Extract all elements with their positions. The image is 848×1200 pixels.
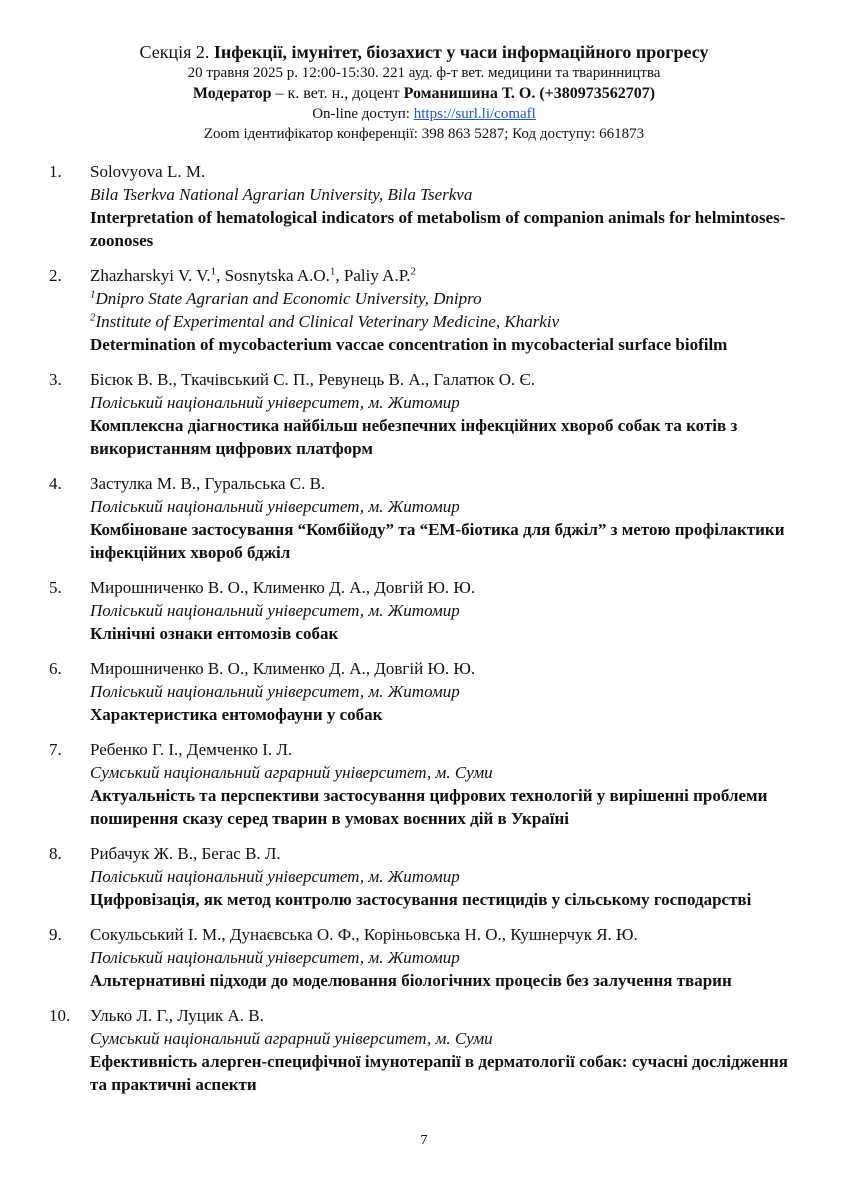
item-affiliation: Поліський національний університет, м. Житомир	[90, 393, 460, 412]
item-title: Актуальність та перспективи застосування цифрових технологій у вирішенні проблеми поширення сказу серед тварин в умовах воєнних дій в Україні	[90, 786, 768, 828]
item-number: 4.	[49, 474, 62, 493]
item-body	[90, 264, 798, 356]
list-item	[0, 368, 848, 460]
item-affiliation: Поліський національний університет, м. Житомир	[90, 948, 460, 967]
moderator-line	[0, 83, 848, 104]
item-authors: Бісюк В. В., Ткачівський С. П., Ревунець В. А., Галатюк О. Є.	[90, 370, 535, 389]
item-affiliation: Bila Tserkva National Agrarian University, Bila Tserkva	[90, 185, 473, 204]
item-body	[90, 368, 798, 460]
item-number: 5.	[49, 578, 62, 597]
section-heading	[0, 41, 848, 63]
section-prefix: Секція 2.	[139, 42, 214, 62]
section-title: Інфекції, імунітет, біозахист у часи інформаційного прогресу	[213, 42, 709, 62]
item-authors: Застулка М. В., Гуральська С. В.	[90, 474, 326, 493]
moderator-role: – к. вет. н., доцент	[271, 85, 404, 102]
item-authors: Zhazharskyi V. V.$^1$, Sosnytska A.O.$^1$, Paliy A.P.$^2$	[90, 265, 417, 285]
item-authors: Ребенко Г. І., Демченко І. Л.	[90, 740, 293, 759]
online-label: On-line доступ:	[312, 106, 414, 122]
item-body	[90, 738, 798, 830]
item-body	[90, 160, 798, 252]
item-title: Характеристика ентомофауни у собак	[90, 705, 383, 724]
item-authors: Мирошниченко В. О., Клименко Д. А., Довгій Ю. Ю.	[90, 578, 476, 597]
item-title: Клінічні ознаки ентомозів собак	[90, 624, 339, 643]
item-affiliation: Сумський національний аграрний університет, м. Суми	[90, 763, 493, 782]
item-title: Determination of mycobacterium vaccae concentration in mycobacterial surface biofilm	[90, 335, 728, 354]
item-title: Цифровізація, як метод контролю застосування пестицидів у сільському господарстві	[90, 890, 752, 909]
item-affiliation: Поліський національний університет, м. Житомир	[90, 867, 460, 886]
online-access-line	[0, 104, 848, 124]
item-title: Interpretation of hematological indicators of metabolism of companion animals for helmintoses-zoonoses	[90, 208, 786, 250]
item-authors: Сокульський І. М., Дунаєвська О. Ф., Коріньовська Н. О., Кушнерчук Я. Ю.	[90, 925, 638, 944]
list-item	[0, 264, 848, 356]
item-number: 10.	[49, 1006, 71, 1025]
item-affiliation: Поліський національний університет, м. Житомир	[90, 682, 460, 701]
online-link[interactable]: https://surl.li/comafl	[413, 106, 536, 122]
item-affiliation: Поліський національний університет, м. Житомир	[90, 601, 460, 620]
item-body	[90, 576, 798, 645]
item-number: 8.	[49, 844, 62, 863]
item-affiliation: $^1$Dnipro State Agrarian and Economic University, Dnipro	[90, 288, 482, 308]
item-body	[90, 923, 798, 992]
list-item	[0, 923, 848, 992]
item-number: 1.	[49, 162, 62, 181]
item-number: 3.	[49, 370, 62, 389]
item-title: Комплексна діагностика найбільш небезпечних інфекційних хвороб собак та котів з використанням цифрових платформ	[90, 416, 738, 458]
item-authors: Solovyova L. M.	[90, 162, 206, 181]
list-item	[0, 472, 848, 564]
list-item	[0, 160, 848, 252]
item-authors: Рибачук Ж. В., Бегас В. Л.	[90, 844, 281, 863]
page-number: 7	[420, 1133, 428, 1148]
item-body	[90, 842, 798, 911]
list-item	[0, 657, 848, 726]
section-header	[0, 41, 848, 144]
list-item	[0, 576, 848, 645]
list-item	[0, 1004, 848, 1096]
moderator-name: Романишина Т. О. (+380973562707)	[403, 85, 656, 102]
item-title: Комбіноване застосування “Комбійоду” та “ЕМ-біотика для бджіл” з метою профілактики інфекційних хвороб бджіл	[90, 520, 785, 562]
item-body	[90, 657, 798, 726]
item-affiliation: Поліський національний університет, м. Житомир	[90, 497, 460, 516]
item-title: Альтернативні підходи до моделювання біологічних процесів без залучення тварин	[90, 971, 732, 990]
list-item	[0, 842, 848, 911]
item-number: 7.	[49, 740, 62, 759]
item-authors: Улько Л. Г., Луцик А. В.	[90, 1006, 264, 1025]
item-number: 2.	[49, 266, 62, 285]
item-number: 6.	[49, 659, 62, 678]
item-number: 9.	[49, 925, 62, 944]
list-item	[0, 738, 848, 830]
moderator-label: Модератор	[192, 85, 272, 102]
presentation-list	[0, 160, 848, 1108]
item-body	[90, 472, 798, 564]
item-authors: Мирошниченко В. О., Клименко Д. А., Довгій Ю. Ю.	[90, 659, 476, 678]
session-schedule: 20 травня 2025 р. 12:00-15:30. 221 ауд. ф-т вет. медицини та тваринництва	[187, 65, 661, 81]
zoom-info: Zoom ідентифікатор конференції: 398 863 5287; Код доступу: 661873	[203, 126, 645, 142]
item-affiliation: $^2$Institute of Experimental and Clinical Veterinary Medicine, Kharkiv	[90, 311, 560, 331]
item-affiliation: Сумський національний аграрний університет, м. Суми	[90, 1029, 493, 1048]
item-title: Ефективність алерген-специфічної імунотерапії в дерматології собак: сучасні дослідження та практичні аспекти	[90, 1052, 788, 1094]
item-body	[90, 1004, 798, 1096]
